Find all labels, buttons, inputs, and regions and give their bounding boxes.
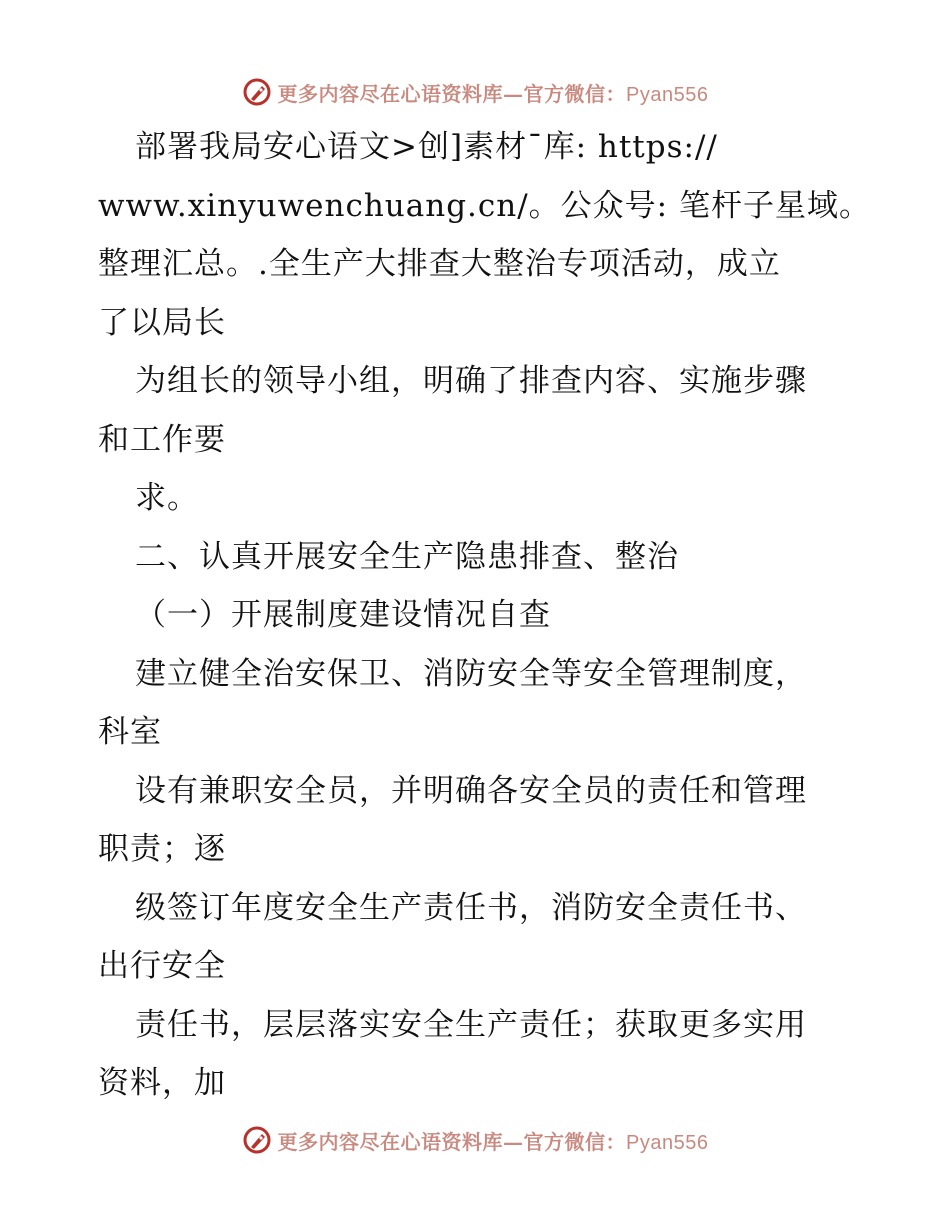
doc-line: 级签订年度安全生产责任书，消防安全责任书、: [135, 889, 807, 926]
doc-line: 和工作要: [98, 421, 226, 458]
document-body: [98, 118, 871, 1113]
subsection-heading: （一）开展制度建设情况自查: [135, 597, 551, 633]
doc-line: 求。: [135, 480, 199, 516]
footer-banner-handle: Pyan556: [626, 1131, 709, 1154]
doc-line: 职责；逐: [98, 831, 226, 867]
doc-line: 整理汇总。.全生产大排查大整治专项活动，成立: [98, 246, 781, 282]
doc-line: www.xinyuwenchuang.cn/。公众号: 笔杆子星域。: [98, 187, 871, 224]
doc-line: 科室: [98, 714, 162, 750]
doc-line: 设有兼职安全员，并明确各安全员的责任和管理: [135, 772, 807, 809]
footer-banner-text: 更多内容尽在心语资料库—官方微信：Pyan556: [277, 1129, 709, 1154]
section-heading: 二、认真开展安全生产隐患排查、整治: [135, 538, 679, 575]
doc-line: 了以局长: [98, 304, 226, 341]
doc-line: 部署我局安心语文>创]素材¯库: https://: [135, 129, 718, 165]
footer-banner: [0, 1120, 950, 1160]
doc-line: 建立健全治安保卫、消防安全等安全管理制度，: [135, 655, 807, 692]
pen-nib-logo-icon: [242, 77, 272, 107]
doc-line: 资料，加: [98, 1065, 226, 1101]
doc-line: 出行安全: [98, 948, 226, 984]
header-banner-handle: Pyan556: [626, 83, 709, 106]
header-banner-text: 更多内容尽在心语资料库—官方微信：Pyan556: [277, 81, 709, 106]
header-banner: [0, 72, 950, 112]
doc-line: 为组长的领导小组，明确了排查内容、实施步骤: [135, 363, 807, 399]
doc-line: 责任书，层层落实安全生产责任；获取更多实用: [135, 1006, 807, 1043]
pen-nib-logo-icon: [242, 1125, 272, 1155]
